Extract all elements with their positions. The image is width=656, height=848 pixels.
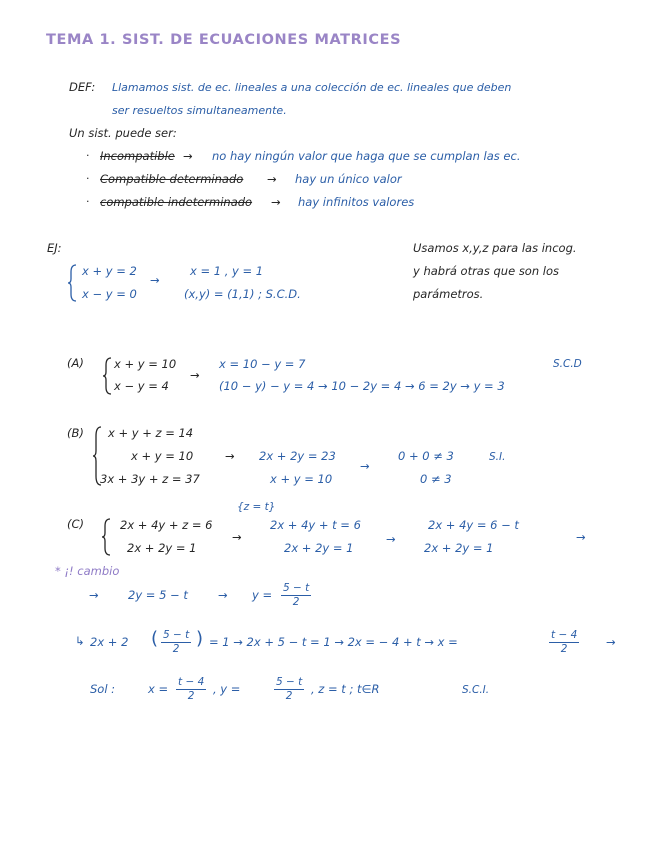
open-paren: ( bbox=[151, 628, 159, 649]
change-note: * ¡! cambio bbox=[55, 564, 120, 578]
type-desc-compatible-determinado: hay un único valor bbox=[295, 172, 402, 186]
x-fraction-denominator: 2 bbox=[560, 642, 568, 655]
part-b-result1: 0 + 0 ≠ 3 bbox=[398, 449, 454, 463]
side-note-line3: parámetros. bbox=[413, 287, 484, 301]
x-inner-fraction bbox=[161, 630, 191, 654]
part-c-arrow2: → bbox=[386, 532, 396, 546]
part-a-label: (A) bbox=[67, 356, 84, 370]
part-b-eq3: 3x + 3y + z = 37 bbox=[100, 472, 200, 486]
part-b-eq2: x + y = 10 bbox=[131, 449, 194, 463]
part-b-classification: S.I. bbox=[489, 451, 506, 463]
line-y-yeq: y = bbox=[252, 588, 273, 602]
type-term-compatible-determinado: Compatible determinado bbox=[100, 172, 244, 186]
system-brace bbox=[68, 264, 78, 302]
types-intro: Un sist. puede ser: bbox=[69, 126, 177, 140]
example-arrow: → bbox=[150, 273, 160, 287]
system-brace bbox=[103, 357, 113, 395]
type-desc-incompatible: no hay ningún valor que haga que se cumplan las ec. bbox=[212, 149, 521, 163]
bullet-dot: · bbox=[86, 149, 90, 162]
part-b-eq1: x + y + z = 14 bbox=[108, 426, 194, 440]
system-brace bbox=[102, 518, 112, 556]
part-b-result2: 0 ≠ 3 bbox=[420, 472, 452, 486]
solution-classification: S.C.I. bbox=[462, 684, 490, 696]
part-a-eq2: x − y = 4 bbox=[114, 379, 169, 393]
y-fraction-denominator: 2 bbox=[292, 595, 300, 608]
line-y-arrow2: → bbox=[218, 588, 228, 602]
bullet-dot: · bbox=[86, 195, 90, 208]
line-x-part2: = 1 → 2x + 5 − t = 1 → 2x = − 4 + t → x = bbox=[209, 635, 458, 649]
side-note-line2: y habrá otras que son los bbox=[413, 264, 560, 278]
type-term-incompatible: Incompatible bbox=[100, 149, 175, 163]
part-b-reduced1: 2x + 2y = 23 bbox=[259, 449, 336, 463]
type-arrow: → bbox=[271, 195, 281, 209]
type-arrow: → bbox=[267, 172, 277, 186]
part-a-step2: (10 − y) − y = 4 → 10 − 2y = 4 → 6 = 2y → y = 3 bbox=[219, 379, 505, 393]
part-c-result2: 2x + 2y = 1 bbox=[424, 541, 494, 555]
part-b-reduced2: x + y = 10 bbox=[270, 472, 333, 486]
part-c-reduced1: 2x + 4y + t = 6 bbox=[270, 518, 361, 532]
part-c-result1: 2x + 4y = 6 − t bbox=[428, 518, 519, 532]
solution-x-numerator: t − 4 bbox=[178, 676, 205, 688]
def-label: DEF: bbox=[69, 80, 96, 94]
y-fraction-numerator: 5 − t bbox=[283, 582, 310, 594]
x-fraction bbox=[549, 630, 579, 654]
def-text-line1: Llamamos sist. de ec. lineales a una colección de ec. lineales que deben bbox=[112, 81, 512, 94]
x-fraction-numerator: t − 4 bbox=[551, 629, 578, 641]
part-b-label: (B) bbox=[67, 426, 84, 440]
solution-x-eq: x = bbox=[148, 682, 169, 696]
part-a-classification: S.C.D bbox=[553, 358, 582, 370]
example-eq2: x − y = 0 bbox=[82, 287, 137, 301]
type-term-compatible-indeterminado: compatible indeterminado bbox=[100, 195, 253, 209]
x-inner-denominator: 2 bbox=[172, 642, 180, 655]
type-desc-compatible-indeterminado: hay infinitos valores bbox=[298, 195, 415, 209]
side-note-line1: Usamos x,y,z para las incog. bbox=[413, 241, 577, 255]
example-solution-pair: (x,y) = (1,1) ; S.C.D. bbox=[184, 287, 301, 301]
part-c-eq1: 2x + 4y + z = 6 bbox=[120, 518, 213, 532]
part-c-eq2: 2x + 2y = 1 bbox=[127, 541, 197, 555]
part-b-arrow2: → bbox=[360, 459, 370, 473]
part-b-arrow: → bbox=[225, 449, 235, 463]
x-inner-numerator: 5 − t bbox=[163, 629, 190, 641]
line-x-arrow: → bbox=[606, 635, 616, 649]
bullet-dot: · bbox=[86, 172, 90, 185]
example-solution: x = 1 , y = 1 bbox=[190, 264, 264, 278]
solution-x-fraction bbox=[176, 677, 206, 701]
solution-label: Sol : bbox=[90, 682, 116, 696]
part-c-arrow: → bbox=[232, 530, 242, 544]
hook-arrow: ↳ bbox=[75, 634, 85, 648]
example-label: EJ: bbox=[47, 241, 62, 255]
line-x-part1: 2x + 2 bbox=[90, 635, 129, 649]
close-paren: ) bbox=[196, 628, 204, 649]
solution-y-eq: , y = bbox=[213, 682, 241, 696]
line-y-arrow: → bbox=[89, 588, 99, 602]
solution-x-denominator: 2 bbox=[187, 689, 195, 702]
solution-y-fraction bbox=[274, 677, 304, 701]
type-arrow: → bbox=[183, 149, 193, 163]
part-c-parameter: {z = t} bbox=[237, 501, 276, 513]
part-c-label: (C) bbox=[67, 517, 85, 531]
solution-y-denominator: 2 bbox=[285, 689, 293, 702]
page-title: TEMA 1. SIST. DE ECUACIONES MATRICES bbox=[46, 32, 402, 48]
part-c-arrow3: → bbox=[576, 530, 586, 544]
part-a-arrow: → bbox=[190, 368, 200, 382]
part-a-eq1: x + y = 10 bbox=[114, 357, 177, 371]
def-text-line2: ser resueltos simultaneamente. bbox=[112, 104, 287, 117]
solution-rest: , z = t ; t∈R bbox=[311, 682, 380, 696]
part-a-step1: x = 10 − y = 7 bbox=[219, 357, 306, 371]
example-eq1: x + y = 2 bbox=[82, 264, 137, 278]
y-fraction bbox=[281, 583, 311, 607]
line-y-lhs: 2y = 5 − t bbox=[128, 588, 188, 602]
solution-y-numerator: 5 − t bbox=[276, 676, 303, 688]
part-c-reduced2: 2x + 2y = 1 bbox=[284, 541, 354, 555]
